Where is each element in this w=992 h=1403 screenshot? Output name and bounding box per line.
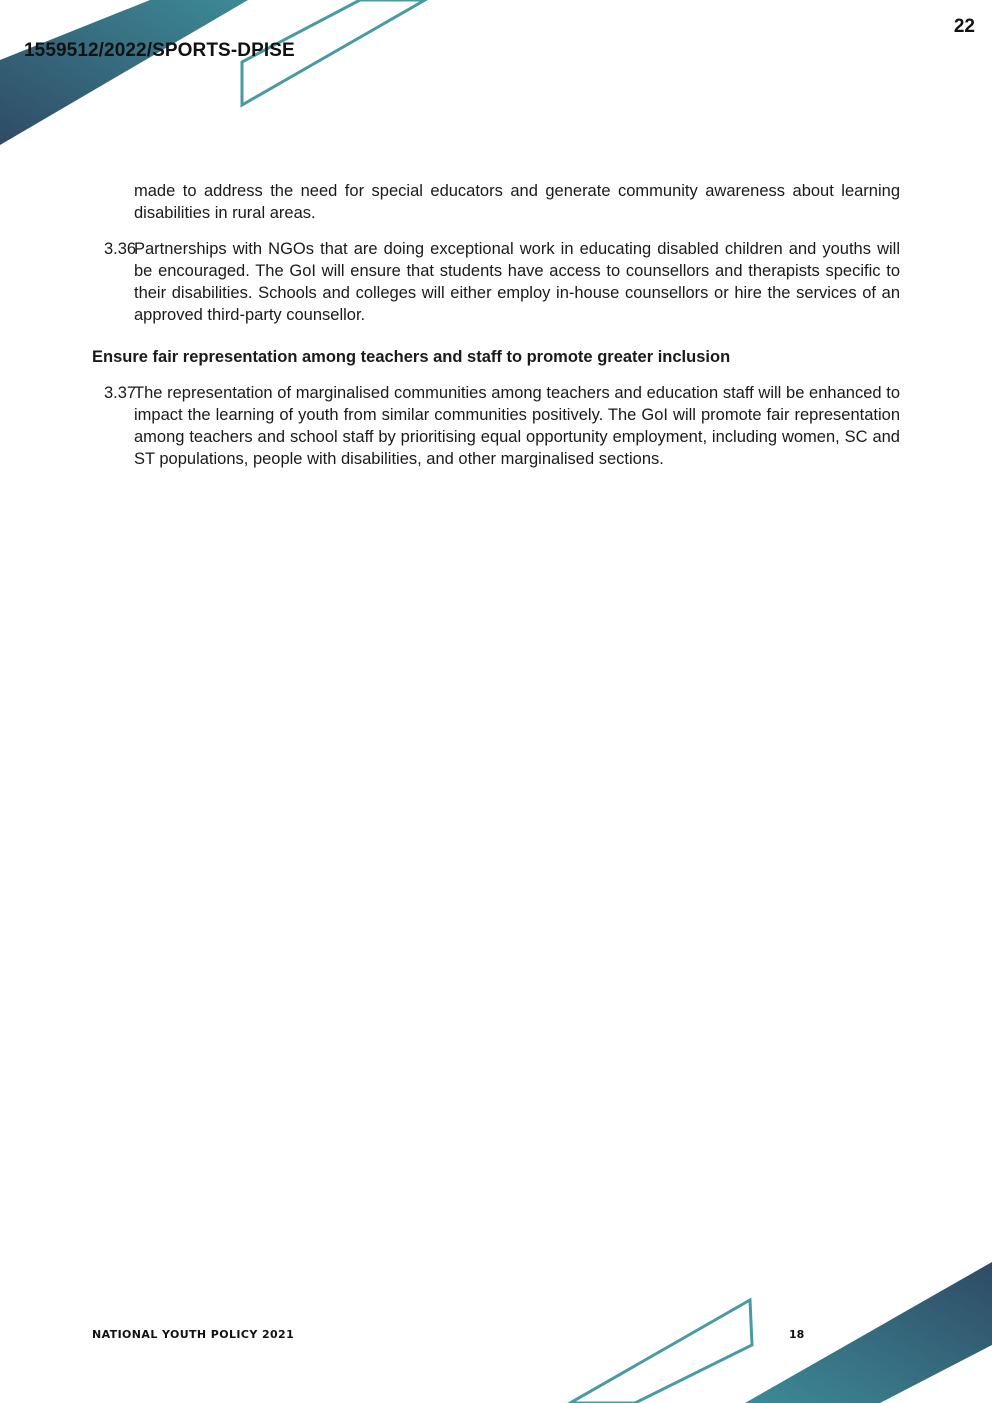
- continued-paragraph: [92, 180, 900, 224]
- footer-document-title: NATIONAL YOUTH POLICY 2021: [92, 1328, 295, 1341]
- footer-band-shape: [745, 1262, 992, 1403]
- paragraph-number: 3.37: [104, 384, 137, 402]
- section-heading: Ensure fair representation among teachers and staff to promote greater inclusion: [92, 348, 731, 366]
- footer-outline-shape: [570, 1300, 752, 1403]
- paragraph-3-37: [92, 382, 900, 470]
- paragraph-number: 3.36: [104, 240, 137, 258]
- document-body: [92, 180, 900, 484]
- paragraph-3-36: [92, 238, 900, 326]
- paragraph-text: Partnerships with NGOs that are doing exceptional work in educating disabled children and youths will be encouraged. The GoI will ensure that students have access to counsellors and therapists specific to their disabilities. Schools and colleges will either employ in-house counsellors or hire the services of an approved third-party counsellor.: [134, 240, 900, 324]
- paragraph-text: The representation of marginalised communities among teachers and education staff will be enhanced to impact the learning of youth from similar communities positively. The GoI will promote fair representation among teachers and school staff by prioritising equal opportunity employment, including women, SC and ST populations, people with disabilities, and other marginalised sections.: [134, 384, 900, 468]
- footer-page-number: 18: [789, 1328, 805, 1341]
- header-band-shape: [0, 0, 248, 145]
- file-reference: 1559512/2022/SPORTS-DPISE: [24, 40, 295, 61]
- continued-text: made to address the need for special educators and generate community awareness about learning disabilities in rural areas.: [134, 182, 900, 222]
- page-number-top: 22: [953, 16, 975, 37]
